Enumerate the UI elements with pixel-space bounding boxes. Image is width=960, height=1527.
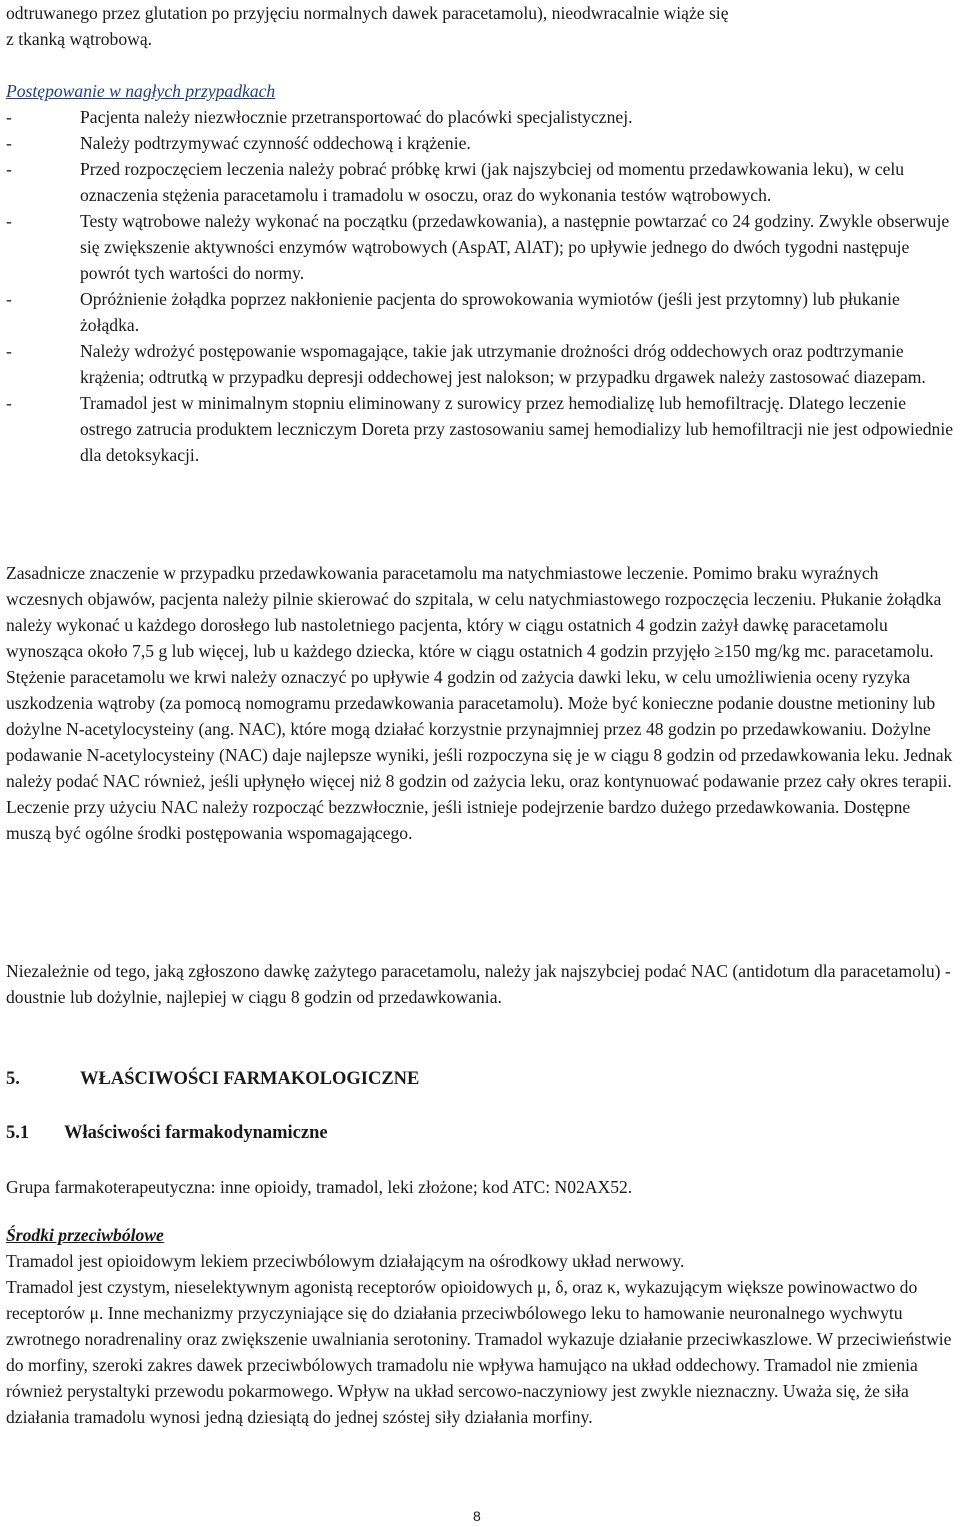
section-number: 5.1 [6, 1123, 30, 1143]
dash-bullet: - [6, 289, 12, 309]
list-item-text: Należy wdrożyć postępowanie wspomagające, takie jak utrzymanie drożności dróg oddechowych oraz podtrzymanie krążenia; odtrutką w przypadku depresji oddechowej jest nalokson; w przypadku drgawek należy zastosować diazepam. [80, 341, 926, 387]
analgesics-paragraph: Tramadol jest czystym, nieselektywnym agonistą receptorów opioidowych μ, δ, oraz κ, wykazującym większe powinowactwo do receptorów μ. Inne mechanizmy przyczyniające się do działania przeciwbólowego leku to hamowanie neuronalnego wychwytu zwrotnego noradrenaliny oraz zwiększenie uwalniania serotoniny. Tramadol wykazuje działanie przeciwkaszlowe. W przeciwieństwie do morfiny, szeroki zakres dawek przeciwbólowych tramadolu nie wpływa hamująco na układ oddechowy. Tramadol nie zmienia również perystaltyki przewodu pokarmowego. Wpływ na układ sercowo-naczyniowy jest zwykle nieznaczny. Uważa się, że siła działania tramadolu wynosi jedną dziesiątą do jednej szóstej siły działania morfiny. [6, 1277, 952, 1427]
analgesics-line-1: Tramadol jest opioidowym lekiem przeciwbólowym działającym na ośrodkowy układ nerwowy. [6, 1251, 685, 1271]
emergency-list [6, 104, 956, 468]
dash-bullet: - [6, 159, 12, 179]
treatment-paragraph: Zasadnicze znaczenie w przypadku przedawkowania paracetamolu ma natychmiastowe leczenie. Pomimo braku wyraźnych wczesnych objawów, pacjenta należy pilnie skierować do szpitala, w celu natychmiastowego rozpoczęcia leczeniu. Płukanie żołądka należy wykonać u każdego dorosłego lub nastoletniego pacjenta, który w ciągu ostatnich 4 godzin zażył dawkę paracetamolu wynosząca około 7,5 g lub więcej, lub u każdego dziecka, które w ciągu ostatnich 4 godzin przyjęło ≥150 mg/kg mc. paracetamolu. Stężenie paracetamolu we krwi należy oznaczyć po upływie 4 godzin od zażycia dawki leku, w celu umożliwienia oceny ryzyka uszkodzenia wątroby (za pomocą nomogramu przedawkowania paracetamolu). Może być konieczne podanie doustne metioniny lub dożylne N-acetylocysteiny (ang. NAC), które mogą działać korzystnie przynajmniej przez 48 godzin po przedawkowaniu. Dożylne podawanie N-acetylocysteiny (NAC) daje najlepsze wyniki, jeśli rozpoczyna się je w ciągu 8 godzin od przedawkowania leku. Jednak należy podać NAC również, jeśli upłynęło więcej niż 8 godzin od zażycia leku, oraz kontynuować podawanie przez cały okres terapii. Leczenie przy użyciu NAC należy rozpocząć bezzwłocznie, jeśli istnieje podejrzenie bardzo dużego przedawkowania. Dostępne muszą być ogólne środki postępowania wspomagającego. [6, 563, 953, 843]
dash-bullet: - [6, 133, 12, 153]
list-item [6, 338, 956, 390]
list-item-text: Pacjenta należy niezwłocznie przetransportować do placówki specjalistycznej. [80, 107, 633, 127]
dash-bullet: - [6, 211, 12, 231]
list-item-text: Przed rozpoczęciem leczenia należy pobrać próbkę krwi (jak najszybciej od momentu przedawkowania leku), w celu oznaczenia stężenia paracetamolu i tramadolu w osoczu, oraz do wykonania testów wątrobowych. [80, 159, 905, 205]
list-item [6, 104, 956, 130]
section-5-1-heading [6, 1120, 328, 1146]
intro-continuation [6, 0, 956, 52]
analgesics-heading: Środki przeciwbólowe [6, 1225, 164, 1245]
list-item-text: Tramadol jest w minimalnym stopniu eliminowany z surowicy przez hemodializę lub hemofiltrację. Dlatego leczenie ostrego zatrucia produktem leczniczym Doreta przy zastosowaniu samej hemodializy lub hemofiltracji nie jest odpowiednie dla detoksykacji. [80, 393, 954, 465]
list-item [6, 390, 956, 468]
intro-line-1: odtruwanego przez glutation po przyjęciu normalnych dawek paracetamolu), nieodwracalnie wiąże się [6, 3, 729, 23]
dash-bullet: - [6, 393, 12, 413]
list-item [6, 130, 956, 156]
section-5-heading [6, 1066, 419, 1092]
list-item [6, 208, 956, 286]
dash-bullet: - [6, 341, 12, 361]
emergency-section [6, 78, 956, 468]
list-item-text: Testy wątrobowe należy wykonać na początku (przedawkowania), a następnie powtarzać co 24 godziny. Zwykle obserwuje się zwiększenie aktywności enzymów wątrobowych (AspAT, AlAT); po upływie jednego do dwóch tygodni następuje powrót tych wartości do normy. [80, 211, 950, 283]
section-number: 5. [6, 1069, 20, 1089]
list-item [6, 156, 956, 208]
analgesics-section [6, 1222, 956, 1430]
antidote-paragraph: Niezależnie od tego, jaką zgłoszono dawkę zażytego paracetamolu, należy jak najszybciej podać NAC (antidotum dla paracetamolu) - doustnie lub dożylnie, najlepiej w ciągu 8 godzin od przedawkowania. [6, 961, 951, 1007]
pharmacotherapeutic-group: Grupa farmakoterapeutyczna: inne opioidy, tramadol, leki złożone; kod ATC: N02AX52. [6, 1177, 633, 1197]
emergency-heading: Postępowanie w nagłych przypadkach [6, 81, 276, 101]
list-item [6, 286, 956, 338]
dash-bullet: - [6, 107, 12, 127]
list-item-text: Należy podtrzymywać czynność oddechową i krążenie. [80, 133, 471, 153]
intro-line-2: z tkanką wątrobową. [6, 29, 153, 49]
section-title: Właściwości farmakodynamiczne [64, 1123, 328, 1143]
list-item-text: Opróżnienie żołądka poprzez nakłonienie pacjenta do sprowokowania wymiotów (jeśli jest przytomny) lub płukanie żołądka. [80, 289, 900, 335]
section-title: WŁAŚCIWOŚCI FARMAKOLOGICZNE [80, 1069, 420, 1089]
page-number: 8 [473, 1508, 481, 1524]
